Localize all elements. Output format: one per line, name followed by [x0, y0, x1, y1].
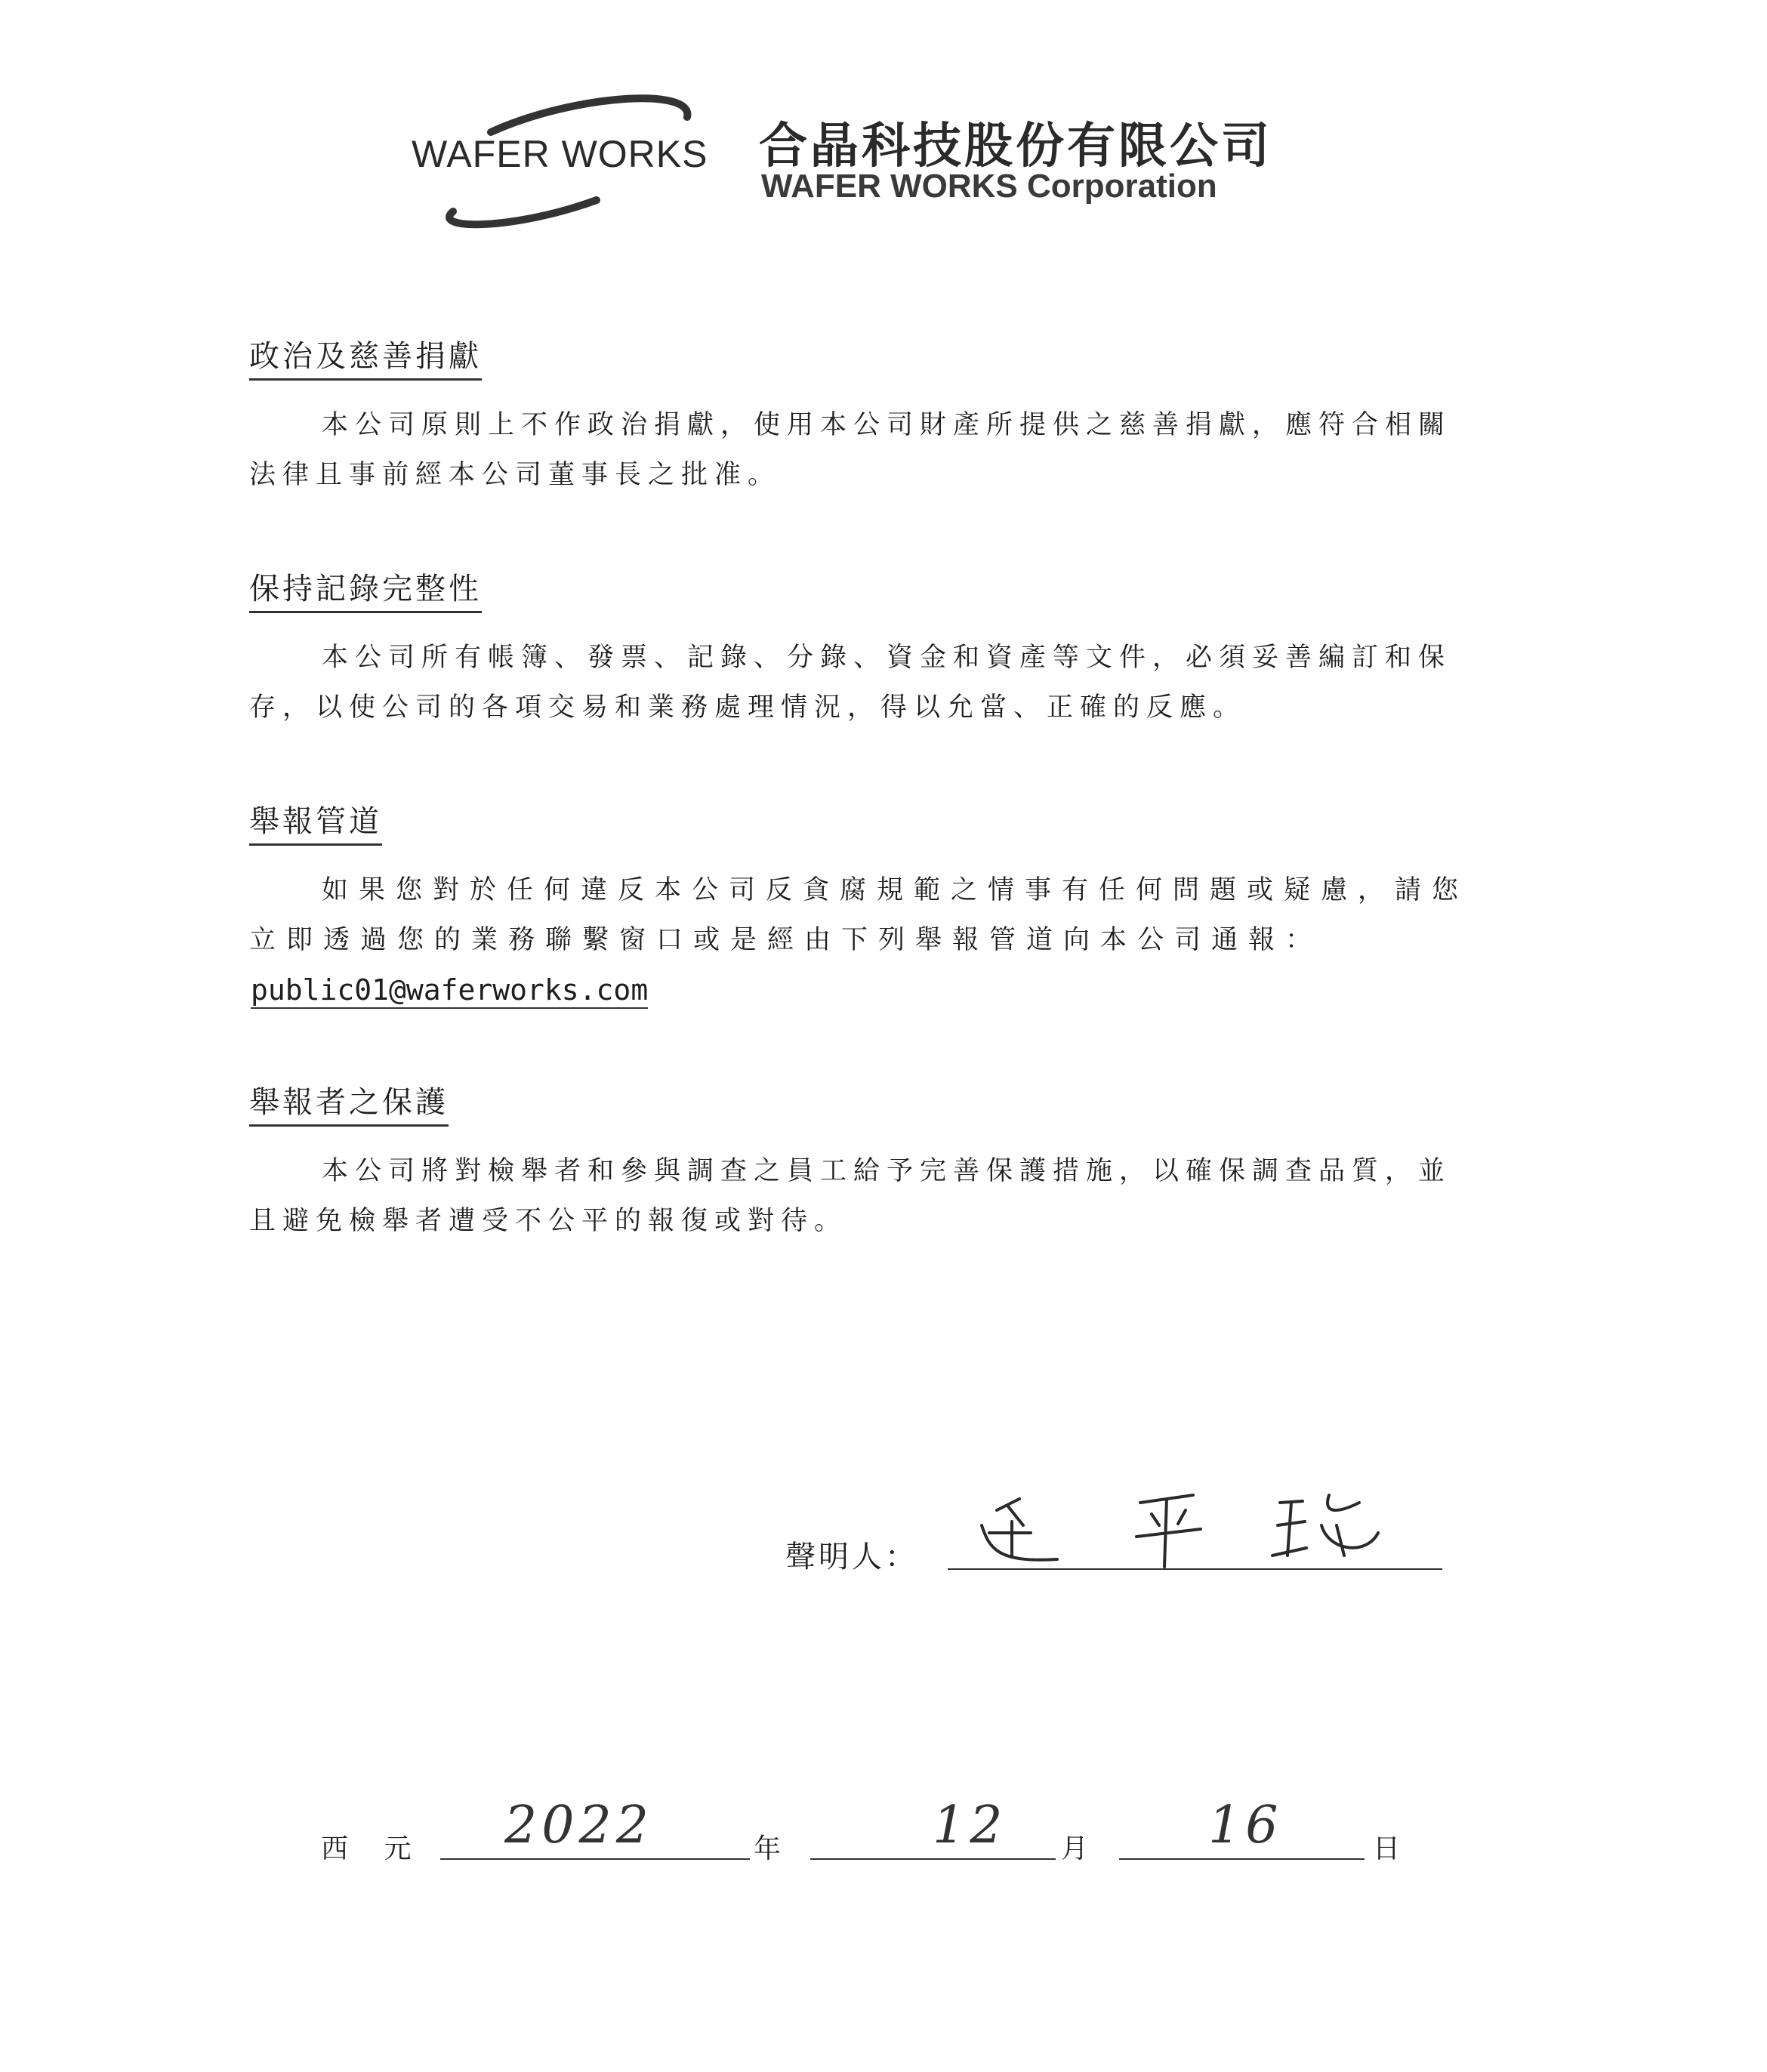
signature-line: [948, 1568, 1442, 1570]
handwritten-signature: [967, 1480, 1389, 1578]
year-line: [440, 1858, 750, 1860]
day-label: 日: [1373, 1833, 1414, 1864]
report-email-link[interactable]: public01@waferworks.com: [251, 973, 648, 1009]
month-label: 月: [1061, 1833, 1102, 1864]
month-value: 12: [933, 1796, 1007, 1855]
section-heading-donations: 政治及慈善捐獻: [249, 332, 482, 381]
month-line: [810, 1858, 1056, 1860]
year-value: 2022: [504, 1796, 654, 1855]
company-name-cn: 合晶科技股份有限公司: [759, 119, 1272, 174]
year-label: 年: [754, 1833, 795, 1864]
company-name-en: WAFER WORKS Corporation: [761, 168, 1217, 205]
section-heading-records: 保持記錄完整性: [249, 565, 482, 613]
section-paragraph-whistleblower-protection: 本公司將對檢舉者和參與調查之員工給予完善保護措施，以確保調查品質，並且避免檢舉者遭受不公平的報復或對待。: [249, 1156, 1452, 1236]
section-heading-whistleblower-protection: 舉報者之保護: [249, 1078, 449, 1127]
day-value: 16: [1208, 1796, 1283, 1855]
day-line: [1119, 1858, 1365, 1860]
section-heading-reporting-channel: 舉報管道: [249, 797, 382, 846]
section-paragraph-records: 本公司所有帳簿、發票、記錄、分錄、資金和資產等文件，必須妥善編訂和保存，以使公司的各項交易和業務處理情況，得以允當、正確的反應。: [249, 643, 1452, 723]
declarant-label: 聲明人：: [785, 1540, 918, 1574]
section-paragraph-reporting-channel: 如果您對於任何違反本公司反貪腐規範之情事有任何問題或疑慮，請您立即透過您的業務聯繫窗口或是經由下列舉報管道向本公司通報：: [249, 875, 1469, 955]
section-paragraph-donations: 本公司原則上不作政治捐獻，使用本公司財產所提供之慈善捐獻，應符合相關法律且事前經本公司董事長之批准。: [249, 410, 1452, 490]
era-label: 西 元: [321, 1833, 425, 1864]
logo-wordmark: WAFER WORKS: [412, 133, 708, 175]
